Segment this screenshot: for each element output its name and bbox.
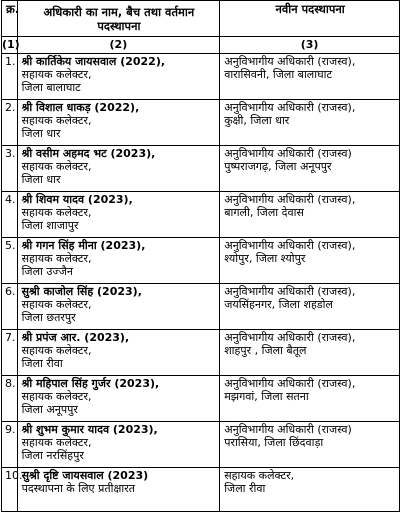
new-posting-place: जयसिंहनगर, जिला शहडोल: [224, 298, 333, 311]
officer-designation: सहायक कलेक्टर,: [21, 252, 92, 265]
officer-current-place: जिला नरसिंहपुर: [21, 449, 84, 462]
table-row: [2, 238, 400, 284]
posting-table: [1, 0, 400, 512]
officer-cell: [17, 330, 220, 376]
officer-name: श्री शिवम यादव (2023),: [21, 193, 133, 206]
officer-current-place: जिला बालाघाट: [21, 81, 81, 94]
new-posting-place: कुक्षी, जिला धार: [224, 114, 290, 127]
index-row: [2, 37, 400, 54]
serial-cell: 8.: [2, 376, 18, 422]
serial-cell: 2.: [2, 100, 18, 146]
officer-current-place: जिला अनूपपुर: [21, 403, 78, 416]
table-row: [2, 330, 400, 376]
new-posting-cell: [220, 238, 400, 284]
officer-designation: सहायक कलेक्टर,: [21, 160, 92, 173]
new-posting-designation: अनुविभागीय अधिकारी (राजस्व),: [224, 331, 356, 344]
serial-cell: 3.: [2, 146, 18, 192]
header-serial: क्र.: [2, 1, 18, 37]
officer-cell: [17, 284, 220, 330]
officer-name: श्री गगन सिंह मीना (2023),: [21, 239, 146, 252]
officer-cell: [17, 54, 220, 100]
index-2: (2): [17, 37, 220, 54]
new-posting-place: शाहपुर , जिला बैतूल: [224, 344, 307, 357]
officer-name: सुश्री काजोल सिंह (2023),: [21, 285, 142, 298]
officer-designation: पदस्थापना के लिए प्रतीक्षारत: [21, 482, 136, 495]
officer-name: श्री कार्तिकेय जायसवाल (2022),: [21, 55, 166, 68]
new-posting-cell: [220, 100, 400, 146]
table-row: [2, 284, 400, 330]
officer-name: सुश्री दृष्टि जायसवाल (2023): [21, 469, 149, 482]
new-posting-cell: [220, 192, 400, 238]
officer-name: श्री विशाल धाकड़ (2022),: [21, 101, 140, 114]
new-posting-place: वारासिवनी, जिला बालाघाट: [224, 68, 333, 81]
new-posting-designation: अनुविभागीय अधिकारी (राजस्व),: [224, 285, 356, 298]
serial-cell: 7.: [2, 330, 18, 376]
new-posting-place: पुष्पराजगढ़, जिला अनूपपुर: [224, 160, 332, 173]
new-posting-designation: सहायक कलेक्टर,: [224, 469, 295, 482]
index-3: (3): [220, 37, 400, 54]
officer-name: श्री प्रपंज आर. (2023),: [21, 331, 130, 344]
officer-cell: [17, 376, 220, 422]
new-posting-cell: [220, 330, 400, 376]
officer-current-place: जिला शाजापुर: [21, 219, 79, 232]
serial-cell: 1.: [2, 54, 18, 100]
officer-current-place: जिला धार: [21, 127, 61, 140]
officer-designation: सहायक कलेक्टर,: [21, 344, 92, 357]
new-posting-place: श्योपुर, जिला श्योपुर: [224, 252, 306, 265]
officer-name: श्री शुभम कुमार यादव (2023),: [21, 423, 158, 436]
table-row: [2, 422, 400, 468]
officer-cell: [17, 100, 220, 146]
new-posting-cell: [220, 422, 400, 468]
officer-designation: सहायक कलेक्टर,: [21, 68, 92, 81]
new-posting-cell: [220, 468, 400, 512]
new-posting-designation: अनुविभागीय अधिकारी (राजस्व): [224, 423, 352, 436]
officer-designation: सहायक कलेक्टर,: [21, 390, 92, 403]
officer-designation: सहायक कलेक्टर,: [21, 206, 92, 219]
new-posting-designation: अनुविभागीय अधिकारी (राजस्व),: [224, 55, 356, 68]
new-posting-place: परासिया, जिला छिंदवाड़ा: [224, 436, 324, 449]
officer-cell: [17, 192, 220, 238]
new-posting-designation: अनुविभागीय अधिकारी (राजस्व),: [224, 239, 356, 252]
new-posting-cell: [220, 146, 400, 192]
new-posting-place: जिला रीवा: [224, 482, 266, 495]
table-row: [2, 54, 400, 100]
table-row: [2, 468, 400, 512]
table-row: [2, 100, 400, 146]
officer-current-place: जिला रीवा: [21, 357, 63, 370]
officer-cell: [17, 146, 220, 192]
new-posting-designation: अनुविभागीय अधिकारी (राजस्व): [224, 147, 352, 160]
new-posting-place: बागली, जिला देवास: [224, 206, 304, 219]
officer-name: श्री वसीम अहमद भट (2023),: [21, 147, 156, 160]
table-row: [2, 192, 400, 238]
new-posting-designation: अनुविभागीय अधिकारी (राजस्व),: [224, 193, 356, 206]
new-posting-cell: [220, 54, 400, 100]
officer-name: श्री महिपाल सिंह गुर्जर (2023),: [21, 377, 160, 390]
serial-cell: 9.: [2, 422, 18, 468]
serial-cell: 6.: [2, 284, 18, 330]
header-new-posting: नवीन पदस्थापना: [220, 1, 400, 37]
officer-cell: [17, 422, 220, 468]
new-posting-designation: अनुविभागीय अधिकारी (राजस्व),: [224, 377, 356, 390]
officer-designation: सहायक कलेक्टर,: [21, 114, 92, 127]
serial-cell: 5.: [2, 238, 18, 284]
table-row: [2, 376, 400, 422]
table-row: [2, 146, 400, 192]
officer-designation: सहायक कलेक्टर,: [21, 298, 92, 311]
officer-current-place: जिला छतरपुर: [21, 311, 76, 324]
officer-current-place: जिला उज्जैन: [21, 265, 73, 278]
serial-cell: 10.: [2, 468, 18, 512]
new-posting-designation: अनुविभागीय अधिकारी (राजस्व),: [224, 101, 356, 114]
officer-cell: [17, 468, 220, 512]
header-row: [2, 1, 400, 37]
officer-cell: [17, 238, 220, 284]
serial-cell: 4.: [2, 192, 18, 238]
new-posting-cell: [220, 376, 400, 422]
officer-designation: सहायक कलेक्टर,: [21, 436, 92, 449]
officer-current-place: जिला धार: [21, 173, 61, 186]
new-posting-cell: [220, 284, 400, 330]
new-posting-place: मझगवां, जिला सतना: [224, 390, 309, 403]
header-officer: अधिकारी का नाम, बैच तथा वर्तमान पदस्थापना: [17, 1, 220, 37]
index-1: (1): [2, 37, 18, 54]
